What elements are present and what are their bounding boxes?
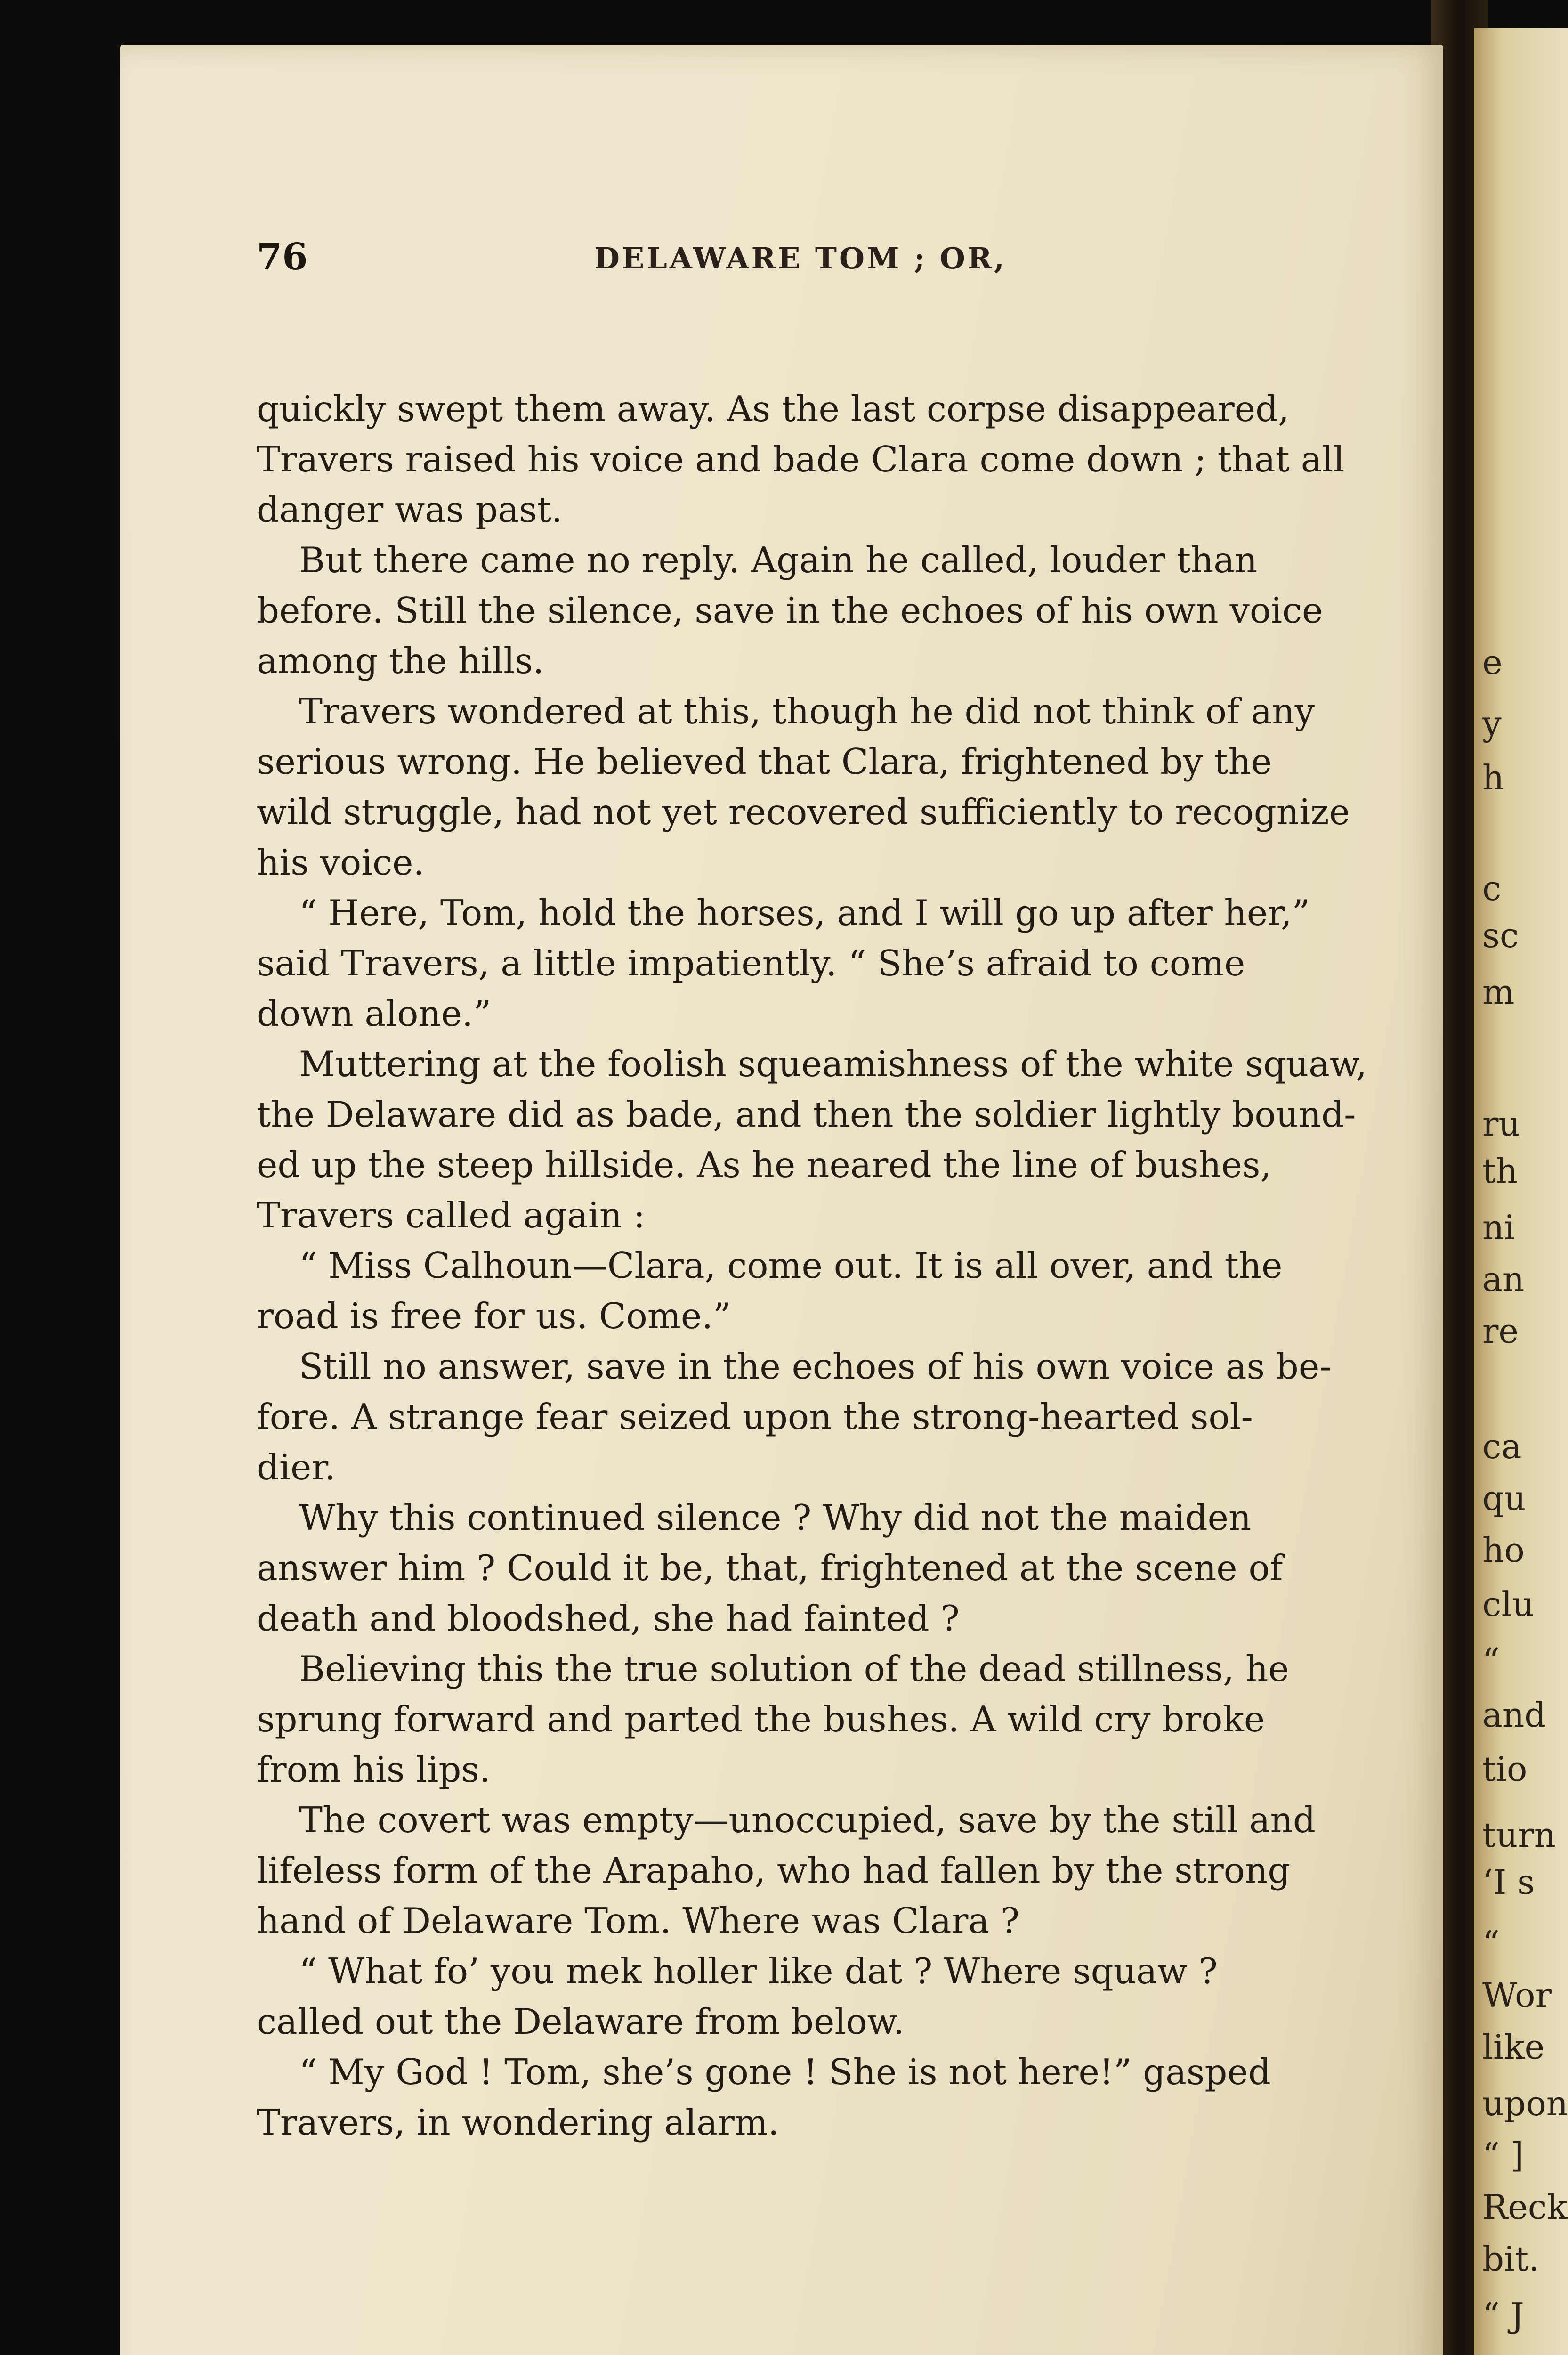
next-page-fragment: turn: [1482, 1815, 1556, 1855]
text-line: Believing this the true solution of the dead stillness, he: [299, 1648, 1289, 1689]
next-page-fragment: tio: [1482, 1749, 1528, 1789]
text-line: Still no answer, save in the echoes of his own voice as be-: [299, 1346, 1332, 1387]
text-line: down alone.”: [257, 993, 492, 1034]
text-line: fore. A strange fear seized upon the strong-hearted sol-: [257, 1396, 1253, 1437]
text-line: Why this continued silence ? Why did not the maiden: [299, 1497, 1252, 1538]
page-number: 76: [257, 236, 308, 278]
next-page-fragment: re: [1482, 1311, 1519, 1351]
next-page-fragment: “: [1482, 1924, 1500, 1963]
text-line: But there came no reply. Again he called, louder than: [299, 539, 1258, 581]
text-line: Travers wondered at this, though he did not think of any: [299, 690, 1315, 732]
text-line: his voice.: [257, 842, 425, 883]
next-page-fragment: ‘I s: [1482, 1862, 1535, 1902]
text-line: death and bloodshed, she had fainted ?: [257, 1598, 960, 1639]
next-page-fragment: Wor: [1482, 1975, 1552, 2015]
next-page-fragment: “ J: [1482, 2296, 1524, 2335]
text-line: said Travers, a little impatiently. “ She’s afraid to come: [257, 942, 1245, 984]
next-page-fragment: bit.: [1482, 2239, 1539, 2279]
next-page-fragment: qu: [1482, 1478, 1526, 1518]
text-line: sprung forward and parted the bushes. A wild cry broke: [257, 1698, 1265, 1740]
next-page-fragment: like: [1482, 2027, 1545, 2067]
text-line: wild struggle, had not yet recovered sufficiently to recognize: [257, 791, 1350, 833]
text-line: Muttering at the foolish squeamishness of the white squaw,: [299, 1043, 1367, 1085]
text-line: dier.: [257, 1446, 336, 1488]
next-page-fragment: e: [1482, 642, 1503, 682]
next-page-fragment: upon: [1482, 2084, 1568, 2123]
body-text: [257, 384, 1443, 2148]
next-page-fragment: c: [1482, 869, 1502, 908]
next-page-fragment: ho: [1482, 1530, 1525, 1570]
next-page-fragment: and: [1482, 1695, 1546, 1735]
text-line: quickly swept them away. As the last corpse disappeared,: [257, 388, 1289, 430]
text-line: lifeless form of the Arapaho, who had fallen by the strong: [257, 1850, 1291, 1891]
next-page-fragment: sc: [1482, 916, 1519, 955]
text-line: “ Miss Calhoun—Clara, come out. It is all over, and the: [299, 1245, 1283, 1286]
next-page-fragment: th: [1482, 1151, 1518, 1191]
text-line: Travers, in wondering alarm.: [257, 2102, 779, 2143]
next-page-edge: [1474, 28, 1568, 2355]
next-page-fragment: an: [1482, 1259, 1525, 1299]
text-line: the Delaware did as bade, and then the soldier lightly bound-: [257, 1094, 1356, 1135]
text-line: serious wrong. He believed that Clara, frightened by the: [257, 741, 1272, 782]
text-line: danger was past.: [257, 489, 563, 530]
text-line: ed up the steep hillside. As he neared the line of bushes,: [257, 1144, 1272, 1186]
text-line: before. Still the silence, save in the echoes of his own voice: [257, 590, 1323, 631]
next-page-fragment: ru: [1482, 1104, 1520, 1144]
text-line: road is free for us. Come.”: [257, 1295, 731, 1337]
text-line: among the hills.: [257, 640, 544, 682]
text-line: answer him ? Could it be, that, frightened at the scene of: [257, 1547, 1283, 1589]
page-header: [120, 236, 1443, 287]
text-line: “ Here, Tom, hold the horses, and I will go up after her,”: [299, 892, 1310, 934]
next-page-fragment: “ ]: [1482, 2136, 1524, 2175]
text-line: Travers called again :: [257, 1194, 646, 1236]
text-line: hand of Delaware Tom. Where was Clara ?: [257, 1900, 1020, 1941]
text-line: “ What fo’ you mek holler like dat ? Where squaw ?: [299, 1950, 1218, 1992]
text-line: called out the Delaware from below.: [257, 2001, 905, 2042]
text-line: “ My God ! Tom, she’s gone ! She is not here!” gasped: [299, 2051, 1271, 2093]
book-page: [120, 45, 1443, 2355]
text-line: The covert was empty—unoccupied, save by the still and: [299, 1799, 1316, 1841]
next-page-fragment: m: [1482, 972, 1515, 1012]
next-page-fragment: ni: [1482, 1208, 1515, 1247]
next-page-fragment: ca: [1482, 1427, 1522, 1466]
next-page-fragment: “: [1482, 1641, 1500, 1681]
next-page-fragment: y: [1482, 704, 1502, 743]
running-head: DELAWARE TOM ; OR,: [594, 241, 1007, 276]
text-line: Travers raised his voice and bade Clara come down ; that all: [257, 439, 1345, 480]
text-line: from his lips.: [257, 1749, 491, 1790]
next-page-fragment: h: [1482, 758, 1504, 797]
next-page-fragment: clu: [1482, 1584, 1534, 1624]
next-page-fragment: Reck: [1482, 2187, 1568, 2227]
